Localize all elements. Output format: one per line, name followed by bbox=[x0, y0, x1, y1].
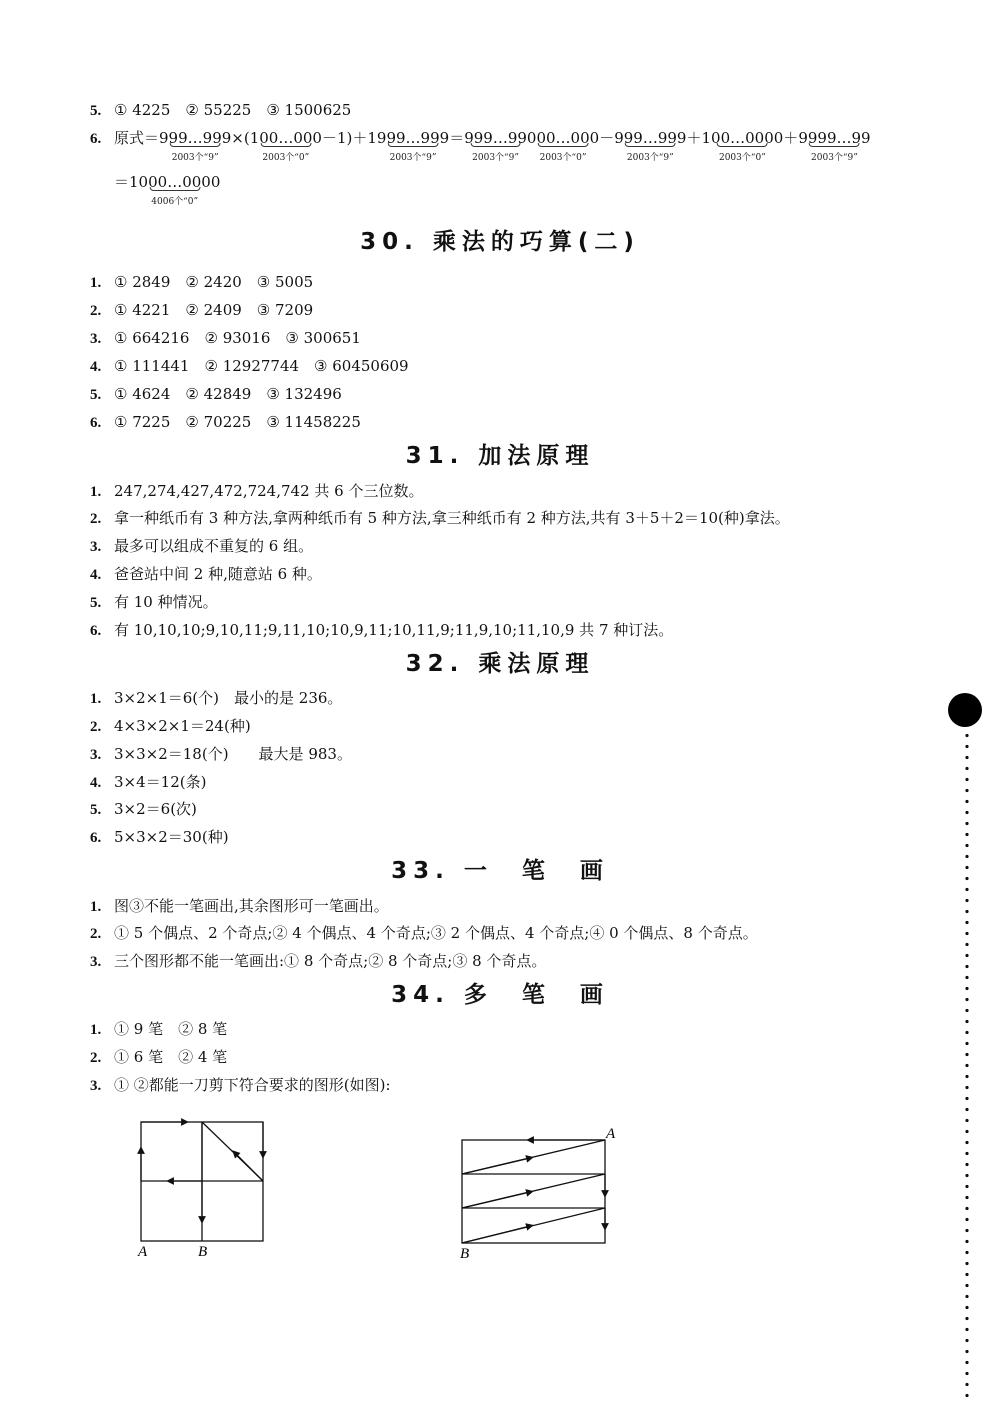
section-title-33: 33. 一 笔 画 bbox=[391, 858, 609, 884]
section-title-34: 34. 多 笔 画 bbox=[391, 982, 609, 1008]
underbrace-term: 999…99 2003个“9” bbox=[464, 128, 527, 148]
list-item: 4. ① 111441 ② 12927744 ③ 60450609 bbox=[90, 357, 409, 375]
answer-line: 5. ① 4225 ② 55225 ③ 1500625 bbox=[90, 101, 352, 119]
list-item: 2. ① 6 笔 ② 4 笔 bbox=[90, 1048, 228, 1066]
list-item: 2. ① 5 个偶点、2 个奇点;② 4 个偶点、4 个奇点;③ 2 个偶点、4 个奇点;④ 0 个偶点、8 个奇点。 bbox=[90, 924, 758, 942]
list-item: 1. ① 2849 ② 2420 ③ 5005 bbox=[90, 273, 314, 291]
list-item: 6. 有 10,10,10;9,10,11;9,11,10;10,9,11;10,11,9;11,9,10;11,10,9 共 7 种订法。 bbox=[90, 621, 674, 639]
list-item: 6. ① 7225 ② 70225 ③ 11458225 bbox=[90, 413, 361, 431]
figure-one-stroke-2 bbox=[450, 1122, 630, 1262]
list-item: 3. ① 664216 ② 93016 ③ 300651 bbox=[90, 329, 361, 347]
list-item: 5. 3×2＝6(次) bbox=[90, 800, 197, 818]
list-item: 1. 3×2×1＝6(个) 最小的是 236。 bbox=[90, 689, 343, 707]
fig1-label-a: A bbox=[138, 1244, 148, 1260]
underbrace-term: 000…000 2003个“0” bbox=[527, 128, 599, 148]
section-title-32: 32. 乘法原理 bbox=[405, 651, 595, 677]
list-item: 3. 最多可以组成不重复的 6 组。 bbox=[90, 537, 314, 555]
figure-one-stroke-1 bbox=[130, 1110, 280, 1260]
list-item: 6. 5×3×2＝30(种) bbox=[90, 828, 229, 846]
list-item: 1. 247,274,427,472,724,742 共 6 个三位数。 bbox=[90, 482, 424, 500]
list-item: 1. ① 9 笔 ② 8 笔 bbox=[90, 1020, 228, 1038]
list-item: 2. 4×3×2×1＝24(种) bbox=[90, 717, 251, 735]
list-item: 4. 3×4＝12(条) bbox=[90, 773, 207, 791]
formula-result: ＝1000…0000 4006个“0” bbox=[114, 172, 220, 192]
underbrace-term: 9999…99 2003个“9” bbox=[798, 128, 870, 148]
binding-dotted-line bbox=[964, 730, 970, 1402]
formula-line: 6. 原式＝999…999 2003个“9” ×(100…000 2003个“0” －1)＋1999…999 2003个“9” ＝999…99 2003个“9” 000…000 2003个“0” －999…999 2003个“9” ＋100…0000 2003个“0” ＋9999…99 2003个“9” bbox=[90, 128, 871, 149]
underbrace-term: 100…000 2003个“0” bbox=[250, 128, 322, 148]
list-item: 3. 3×3×2＝18(个) 最大是 983。 bbox=[90, 745, 352, 763]
fig1-label-b: B bbox=[198, 1244, 208, 1260]
section-title-30: 30. 乘法的巧算(二) bbox=[360, 229, 640, 255]
binding-hole bbox=[948, 693, 982, 727]
underbrace-term: 100…0000 2003个“0” bbox=[701, 128, 783, 148]
list-item: 5. ① 4624 ② 42849 ③ 132496 bbox=[90, 385, 342, 403]
list-item: 1. 图③不能一笔画出,其余图形可一笔画出。 bbox=[90, 897, 389, 915]
list-item: 2. 拿一种纸币有 3 种方法,拿两种纸币有 5 种方法,拿三种纸币有 2 种方法,共有 3＋5＋2＝10(种)拿法。 bbox=[90, 509, 790, 527]
underbrace-term: 999…999 2003个“9” bbox=[159, 128, 231, 148]
underbrace-term: 999…999 2003个“9” bbox=[377, 128, 449, 148]
list-item: 3. 三个图形都不能一笔画出:① 8 个奇点;② 8 个奇点;③ 8 个奇点。 bbox=[90, 952, 547, 970]
underbrace-term: 1000…0000 4006个“0” bbox=[129, 172, 220, 192]
list-item: 4. 爸爸站中间 2 种,随意站 6 种。 bbox=[90, 565, 322, 583]
underbrace-term: 999…999 2003个“9” bbox=[614, 128, 686, 148]
fig2-label-a: A bbox=[606, 1126, 616, 1142]
fig2-label-b: B bbox=[460, 1246, 470, 1262]
list-item: 3. ① ②都能一刀剪下符合要求的图形(如图): bbox=[90, 1076, 391, 1094]
list-item: 5. 有 10 种情况。 bbox=[90, 593, 218, 611]
list-item: 2. ① 4221 ② 2409 ③ 7209 bbox=[90, 301, 314, 319]
section-title-31: 31. 加法原理 bbox=[405, 443, 595, 469]
